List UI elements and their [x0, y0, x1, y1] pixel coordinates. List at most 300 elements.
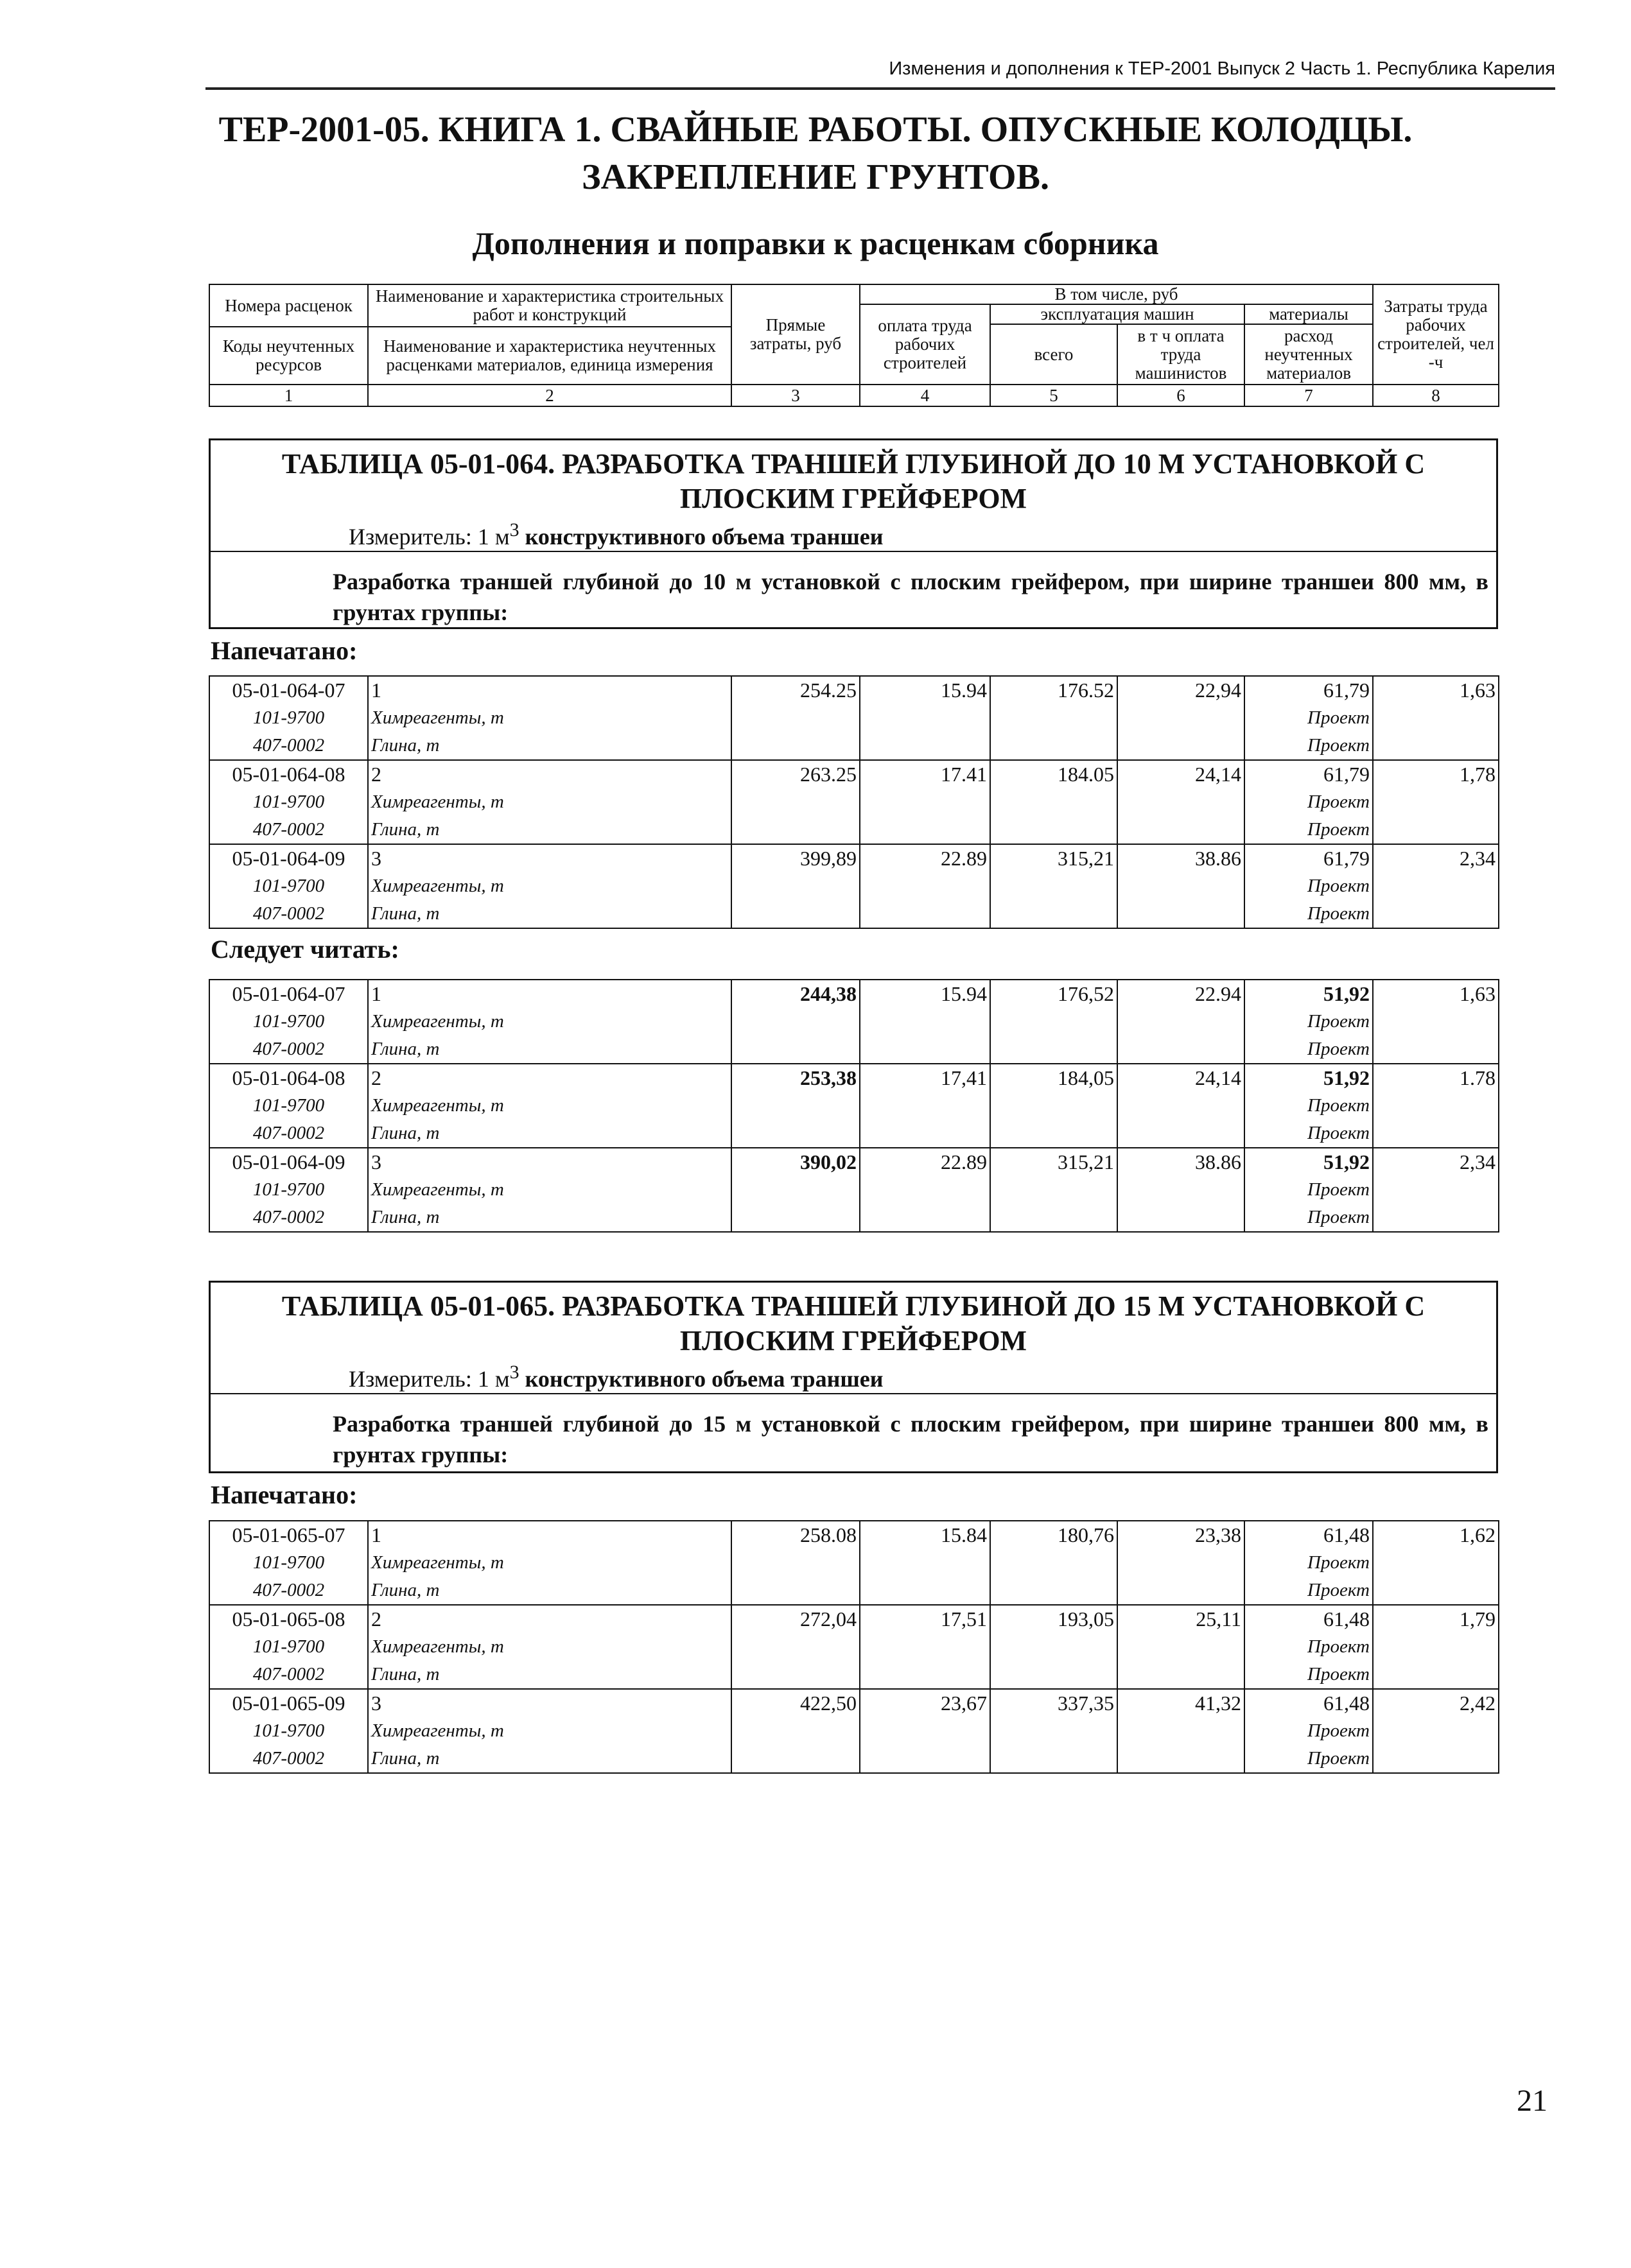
machines-total: 337,35: [990, 1689, 1117, 1717]
empty-cell: [1373, 1661, 1499, 1689]
resource-code: 101-9700: [209, 1633, 368, 1661]
rate-row: [209, 760, 1499, 788]
labor-pay: 23,67: [860, 1689, 990, 1717]
col-header-labor-hours: Затраты труда рабочих строителей, чел -ч: [1373, 284, 1499, 385]
empty-cell: [1117, 1204, 1244, 1232]
rate-code: 05-01-064-09: [209, 1148, 368, 1176]
resource-quantity: Проект: [1244, 1633, 1373, 1661]
resource-row: [209, 1008, 1499, 1035]
empty-cell: [731, 732, 860, 760]
empty-cell: [860, 1549, 990, 1577]
unit-prefix: Измеритель: 1 м: [349, 524, 510, 550]
rate-row: [209, 980, 1499, 1008]
machinists-pay: 24,14: [1117, 1064, 1244, 1092]
empty-cell: [1373, 1120, 1499, 1148]
rates-table: [209, 675, 1499, 929]
empty-cell: [1373, 1008, 1499, 1035]
resource-row: [209, 1549, 1499, 1577]
empty-cell: [1117, 1549, 1244, 1577]
labor-pay: 17,51: [860, 1605, 990, 1633]
empty-cell: [1373, 1633, 1499, 1661]
resource-name: Химреагенты, т: [368, 1008, 731, 1035]
rate-soil-group: 2: [368, 1605, 731, 1633]
empty-cell: [1117, 1633, 1244, 1661]
resource-quantity: Проект: [1244, 1577, 1373, 1605]
labor-hours: 2,34: [1373, 1148, 1499, 1176]
rate-row: [209, 1521, 1499, 1549]
empty-cell: [860, 1204, 990, 1232]
machinists-pay: 24,14: [1117, 760, 1244, 788]
resource-code: 407-0002: [209, 1577, 368, 1605]
resource-row: [209, 1204, 1499, 1232]
resource-code: 101-9700: [209, 1176, 368, 1204]
printed-label: Напечатано:: [211, 1480, 358, 1509]
empty-cell: [1117, 1120, 1244, 1148]
empty-cell: [990, 704, 1117, 732]
empty-cell: [1117, 788, 1244, 816]
machines-total: 176.52: [990, 676, 1117, 704]
table-title-line-1: ТАБЛИЦА 05-01-065. РАЗРАБОТКА ТРАНШЕЙ ГЛУБИНОЙ ДО 15 М УСТАНОВКОЙ С: [281, 1290, 1426, 1322]
rate-code: 05-01-064-09: [209, 844, 368, 872]
col-header-rate-numbers: Номера расценок: [209, 284, 368, 327]
column-number: 4: [860, 385, 990, 406]
resource-code: 101-9700: [209, 1549, 368, 1577]
direct-costs: 254.25: [731, 676, 860, 704]
resource-quantity: Проект: [1244, 1176, 1373, 1204]
running-header: [205, 50, 1555, 90]
running-header-text: Изменения и дополнения к ТЕР-2001 Выпуск 2 Часть 1. Республика Карелия: [889, 58, 1555, 79]
empty-cell: [1373, 788, 1499, 816]
machines-total: 184,05: [990, 1064, 1117, 1092]
resource-code: 407-0002: [209, 1661, 368, 1689]
should-read-label: Следует читать:: [211, 935, 399, 964]
col-header-work-name: Наименование и характеристика строительных работ и конструкций: [368, 284, 731, 327]
materials-cost: 51,92: [1244, 1064, 1373, 1092]
direct-costs: 272,04: [731, 1605, 860, 1633]
rate-code: 05-01-064-08: [209, 1064, 368, 1092]
col-header-resource-codes: Коды неучтенных ресурсов: [209, 327, 368, 385]
empty-cell: [1117, 732, 1244, 760]
resource-row: [209, 900, 1499, 928]
table-title: [211, 440, 1496, 516]
empty-cell: [731, 704, 860, 732]
empty-cell: [731, 1008, 860, 1035]
empty-cell: [1117, 1176, 1244, 1204]
resource-code: 407-0002: [209, 732, 368, 760]
empty-cell: [731, 1661, 860, 1689]
empty-cell: [731, 1745, 860, 1773]
machinists-pay: 38.86: [1117, 844, 1244, 872]
rate-soil-group: 1: [368, 980, 731, 1008]
direct-costs: 422,50: [731, 1689, 860, 1717]
col-header-materials: материалы: [1244, 304, 1373, 324]
work-description: Разработка траншей глубиной до 15 м установкой с плоским грейфером, при ширине траншеи 800 мм, в грунтах группы:: [333, 1411, 1488, 1467]
resource-row: [209, 1577, 1499, 1605]
rates-table: [209, 979, 1499, 1233]
column-number: 6: [1117, 385, 1244, 406]
machines-total: 184.05: [990, 760, 1117, 788]
column-number: 1: [209, 385, 368, 406]
table-block-05-01-065: [209, 1281, 1498, 1473]
rate-soil-group: 1: [368, 1521, 731, 1549]
resource-name: Химреагенты, т: [368, 872, 731, 900]
table-title-line-2: ПЛОСКИМ ГРЕЙФЕРОМ: [679, 483, 1027, 514]
direct-costs: 263.25: [731, 760, 860, 788]
resource-quantity: Проект: [1244, 788, 1373, 816]
empty-cell: [1117, 900, 1244, 928]
resource-row: [209, 704, 1499, 732]
rate-soil-group: 3: [368, 1689, 731, 1717]
empty-cell: [1373, 1204, 1499, 1232]
empty-cell: [990, 1035, 1117, 1064]
empty-cell: [1373, 1092, 1499, 1120]
labor-pay: 17.41: [860, 760, 990, 788]
empty-cell: [1373, 1176, 1499, 1204]
empty-cell: [731, 1035, 860, 1064]
column-numbers-row: [209, 385, 1499, 406]
empty-cell: [990, 1577, 1117, 1605]
resource-quantity: Проект: [1244, 1120, 1373, 1148]
resource-code: 407-0002: [209, 816, 368, 844]
empty-cell: [860, 1717, 990, 1745]
rows-05-01-065-printed: [209, 1520, 1498, 1774]
empty-cell: [860, 788, 990, 816]
rate-soil-group: 3: [368, 1148, 731, 1176]
empty-cell: [1373, 872, 1499, 900]
empty-cell: [1373, 1717, 1499, 1745]
rate-row: [209, 1064, 1499, 1092]
column-number: 8: [1373, 385, 1499, 406]
empty-cell: [1117, 872, 1244, 900]
empty-cell: [860, 704, 990, 732]
empty-cell: [860, 1008, 990, 1035]
empty-cell: [860, 1633, 990, 1661]
materials-cost: 61,48: [1244, 1689, 1373, 1717]
rate-row: [209, 844, 1499, 872]
machinists-pay: 38.86: [1117, 1148, 1244, 1176]
labor-hours: 1,63: [1373, 980, 1499, 1008]
empty-cell: [1373, 704, 1499, 732]
resource-name: Глина, т: [368, 1577, 731, 1605]
empty-cell: [1117, 704, 1244, 732]
labor-hours: 1,63: [1373, 676, 1499, 704]
document-title-line-1: ТЕР-2001-05. КНИГА 1. СВАЙНЫЕ РАБОТЫ. ОПУСКНЫЕ КОЛОДЦЫ.: [218, 110, 1413, 150]
labor-pay: 22.89: [860, 1148, 990, 1176]
empty-cell: [990, 1549, 1117, 1577]
table-title: [211, 1283, 1496, 1358]
unit-suffix: конструктивного объема траншеи: [519, 1366, 884, 1392]
unit-of-measure: [211, 516, 1496, 552]
resource-row: [209, 1717, 1499, 1745]
rate-soil-group: 1: [368, 676, 731, 704]
direct-costs: 390,02: [731, 1148, 860, 1176]
col-header-including-group: В том числе, руб: [860, 284, 1373, 304]
materials-cost: 61,79: [1244, 676, 1373, 704]
machines-total: 193,05: [990, 1605, 1117, 1633]
resource-code: 101-9700: [209, 704, 368, 732]
resource-name: Глина, т: [368, 1035, 731, 1064]
materials-cost: 51,92: [1244, 980, 1373, 1008]
direct-costs: 244,38: [731, 980, 860, 1008]
unit-superscript: 3: [509, 519, 519, 541]
resource-name: Глина, т: [368, 816, 731, 844]
empty-cell: [731, 1633, 860, 1661]
empty-cell: [1117, 1035, 1244, 1064]
table-title-line-2: ПЛОСКИМ ГРЕЙФЕРОМ: [679, 1325, 1027, 1356]
machines-total: 315,21: [990, 844, 1117, 872]
labor-hours: 1,78: [1373, 760, 1499, 788]
resource-quantity: Проект: [1244, 1745, 1373, 1773]
resource-name: Глина, т: [368, 1745, 731, 1773]
machinists-pay: 23,38: [1117, 1521, 1244, 1549]
resource-quantity: Проект: [1244, 1717, 1373, 1745]
resource-row: [209, 732, 1499, 760]
unit-superscript: 3: [509, 1362, 519, 1383]
materials-cost: 61,79: [1244, 760, 1373, 788]
direct-costs: 258.08: [731, 1521, 860, 1549]
machinists-pay: 22,94: [1117, 676, 1244, 704]
resource-quantity: Проект: [1244, 816, 1373, 844]
empty-cell: [990, 1176, 1117, 1204]
empty-cell: [1373, 1549, 1499, 1577]
col-header-direct-costs: Прямые затраты, руб: [731, 284, 860, 385]
resource-quantity: Проект: [1244, 1035, 1373, 1064]
printed-label: Напечатано:: [211, 636, 358, 665]
empty-cell: [990, 1204, 1117, 1232]
machinists-pay: 25,11: [1117, 1605, 1244, 1633]
labor-pay: 17,41: [860, 1064, 990, 1092]
document-title: [161, 106, 1470, 201]
resource-row: [209, 1745, 1499, 1773]
materials-cost: 61,48: [1244, 1521, 1373, 1549]
rate-code: 05-01-064-07: [209, 676, 368, 704]
resource-code: 101-9700: [209, 872, 368, 900]
unit-suffix: конструктивного объема траншеи: [519, 524, 884, 550]
empty-cell: [860, 1577, 990, 1605]
rate-code: 05-01-064-08: [209, 760, 368, 788]
resource-quantity: Проект: [1244, 1008, 1373, 1035]
labor-hours: 1,79: [1373, 1605, 1499, 1633]
column-header-table: [209, 284, 1499, 407]
column-number: 2: [368, 385, 731, 406]
empty-cell: [860, 732, 990, 760]
empty-cell: [990, 872, 1117, 900]
empty-cell: [731, 872, 860, 900]
empty-cell: [990, 1008, 1117, 1035]
labor-pay: 22.89: [860, 844, 990, 872]
empty-cell: [860, 1661, 990, 1689]
resource-name: Глина, т: [368, 1661, 731, 1689]
empty-cell: [1373, 732, 1499, 760]
machines-total: 315,21: [990, 1148, 1117, 1176]
rows-05-01-064-printed: [209, 675, 1498, 929]
resource-code: 101-9700: [209, 788, 368, 816]
empty-cell: [860, 872, 990, 900]
resource-name: Глина, т: [368, 1120, 731, 1148]
machinists-pay: 22.94: [1117, 980, 1244, 1008]
empty-cell: [1117, 1577, 1244, 1605]
empty-cell: [990, 1661, 1117, 1689]
empty-cell: [990, 1745, 1117, 1773]
empty-cell: [731, 1204, 860, 1232]
empty-cell: [1117, 1008, 1244, 1035]
resource-quantity: Проект: [1244, 1549, 1373, 1577]
rate-code: 05-01-065-08: [209, 1605, 368, 1633]
empty-cell: [860, 1745, 990, 1773]
rate-row: [209, 1148, 1499, 1176]
direct-costs: 253,38: [731, 1064, 860, 1092]
resource-row: [209, 1633, 1499, 1661]
empty-cell: [731, 1717, 860, 1745]
machinists-pay: 41,32: [1117, 1689, 1244, 1717]
section-title: Дополнения и поправки к расценкам сборника: [472, 225, 1159, 261]
rate-row: [209, 676, 1499, 704]
resource-name: Химреагенты, т: [368, 1176, 731, 1204]
table-title-line-1: ТАБЛИЦА 05-01-064. РАЗРАБОТКА ТРАНШЕЙ ГЛУБИНОЙ ДО 10 М УСТАНОВКОЙ С: [281, 448, 1426, 480]
rows-05-01-064-corrected: [209, 979, 1498, 1233]
empty-cell: [1373, 1577, 1499, 1605]
resource-row: [209, 872, 1499, 900]
resource-name: Химреагенты, т: [368, 1549, 731, 1577]
rate-soil-group: 3: [368, 844, 731, 872]
resource-code: 407-0002: [209, 1204, 368, 1232]
empty-cell: [990, 816, 1117, 844]
col-header-unaccounted-materials: расход неучтенных материалов: [1244, 324, 1373, 385]
empty-cell: [860, 1176, 990, 1204]
col-header-material-name: Наименование и характеристика неучтенных расценками материалов, единица измерения: [368, 327, 731, 385]
resource-name: Химреагенты, т: [368, 1633, 731, 1661]
resource-name: Химреагенты, т: [368, 788, 731, 816]
materials-cost: 51,92: [1244, 1148, 1373, 1176]
labor-hours: 2,34: [1373, 844, 1499, 872]
resource-quantity: Проект: [1244, 1661, 1373, 1689]
labor-hours: 1.78: [1373, 1064, 1499, 1092]
empty-cell: [731, 1549, 860, 1577]
column-number: 3: [731, 385, 860, 406]
rate-code: 05-01-064-07: [209, 980, 368, 1008]
resource-code: 407-0002: [209, 1035, 368, 1064]
empty-cell: [860, 1092, 990, 1120]
rate-row: [209, 1689, 1499, 1717]
empty-cell: [731, 816, 860, 844]
resource-code: 101-9700: [209, 1008, 368, 1035]
empty-cell: [990, 788, 1117, 816]
empty-cell: [990, 1633, 1117, 1661]
resource-row: [209, 1035, 1499, 1064]
machines-total: 180,76: [990, 1521, 1117, 1549]
col-header-machines-total: всего: [990, 324, 1117, 385]
resource-name: Химреагенты, т: [368, 1092, 731, 1120]
resource-row: [209, 1661, 1499, 1689]
empty-cell: [731, 1577, 860, 1605]
empty-cell: [990, 900, 1117, 928]
resource-quantity: Проект: [1244, 732, 1373, 760]
rate-soil-group: 2: [368, 760, 731, 788]
empty-cell: [1117, 816, 1244, 844]
labor-hours: 1,62: [1373, 1521, 1499, 1549]
empty-cell: [860, 1035, 990, 1064]
resource-name: Глина, т: [368, 900, 731, 928]
empty-cell: [1117, 1661, 1244, 1689]
empty-cell: [731, 1120, 860, 1148]
empty-cell: [860, 900, 990, 928]
empty-cell: [731, 1092, 860, 1120]
unit-prefix: Измеритель: 1 м: [349, 1366, 510, 1392]
empty-cell: [860, 816, 990, 844]
resource-name: Химреагенты, т: [368, 704, 731, 732]
empty-cell: [1373, 1035, 1499, 1064]
unit-of-measure: [211, 1358, 1496, 1394]
empty-cell: [731, 1176, 860, 1204]
column-number: 7: [1244, 385, 1373, 406]
resource-quantity: Проект: [1244, 900, 1373, 928]
direct-costs: 399,89: [731, 844, 860, 872]
labor-pay: 15.84: [860, 1521, 990, 1549]
empty-cell: [1373, 900, 1499, 928]
resource-row: [209, 1092, 1499, 1120]
resource-quantity: Проект: [1244, 1204, 1373, 1232]
resource-code: 407-0002: [209, 900, 368, 928]
empty-cell: [990, 732, 1117, 760]
resource-name: Глина, т: [368, 1204, 731, 1232]
resource-row: [209, 1176, 1499, 1204]
resource-code: 101-9700: [209, 1717, 368, 1745]
empty-cell: [1117, 1745, 1244, 1773]
resource-quantity: Проект: [1244, 704, 1373, 732]
empty-cell: [990, 1717, 1117, 1745]
empty-cell: [1117, 1717, 1244, 1745]
rate-row: [209, 1605, 1499, 1633]
work-description: Разработка траншей глубиной до 10 м установкой с плоским грейфером, при ширине траншеи 800 мм, в грунтах группы:: [333, 569, 1488, 625]
machines-total: 176,52: [990, 980, 1117, 1008]
resource-name: Глина, т: [368, 732, 731, 760]
resource-code: 407-0002: [209, 1745, 368, 1773]
empty-cell: [990, 1120, 1117, 1148]
empty-cell: [1373, 1745, 1499, 1773]
empty-cell: [1117, 1092, 1244, 1120]
resource-quantity: Проект: [1244, 1092, 1373, 1120]
resource-code: 101-9700: [209, 1092, 368, 1120]
col-header-labor-pay: оплата труда рабочих строителей: [860, 304, 990, 385]
empty-cell: [731, 900, 860, 928]
empty-cell: [1373, 816, 1499, 844]
resource-quantity: Проект: [1244, 872, 1373, 900]
empty-cell: [990, 1092, 1117, 1120]
rate-code: 05-01-065-09: [209, 1689, 368, 1717]
column-number: 5: [990, 385, 1117, 406]
rates-table: [209, 1520, 1499, 1774]
rate-soil-group: 2: [368, 1064, 731, 1092]
materials-cost: 61,79: [1244, 844, 1373, 872]
document-title-line-2: ЗАКРЕПЛЕНИЕ ГРУНТОВ.: [582, 157, 1049, 197]
col-header-machinists-pay: в т ч оплата труда машинистов: [1117, 324, 1244, 385]
rate-code: 05-01-065-07: [209, 1521, 368, 1549]
col-header-machines: эксплуатация машин: [990, 304, 1244, 324]
table-block-05-01-064: [209, 438, 1498, 629]
labor-hours: 2,42: [1373, 1689, 1499, 1717]
resource-row: [209, 788, 1499, 816]
resource-row: [209, 816, 1499, 844]
resource-name: Химреагенты, т: [368, 1717, 731, 1745]
empty-cell: [731, 788, 860, 816]
empty-cell: [860, 1120, 990, 1148]
labor-pay: 15.94: [860, 980, 990, 1008]
labor-pay: 15.94: [860, 676, 990, 704]
page-number: 21: [1517, 2084, 1548, 2118]
resource-code: 407-0002: [209, 1120, 368, 1148]
resource-row: [209, 1120, 1499, 1148]
materials-cost: 61,48: [1244, 1605, 1373, 1633]
